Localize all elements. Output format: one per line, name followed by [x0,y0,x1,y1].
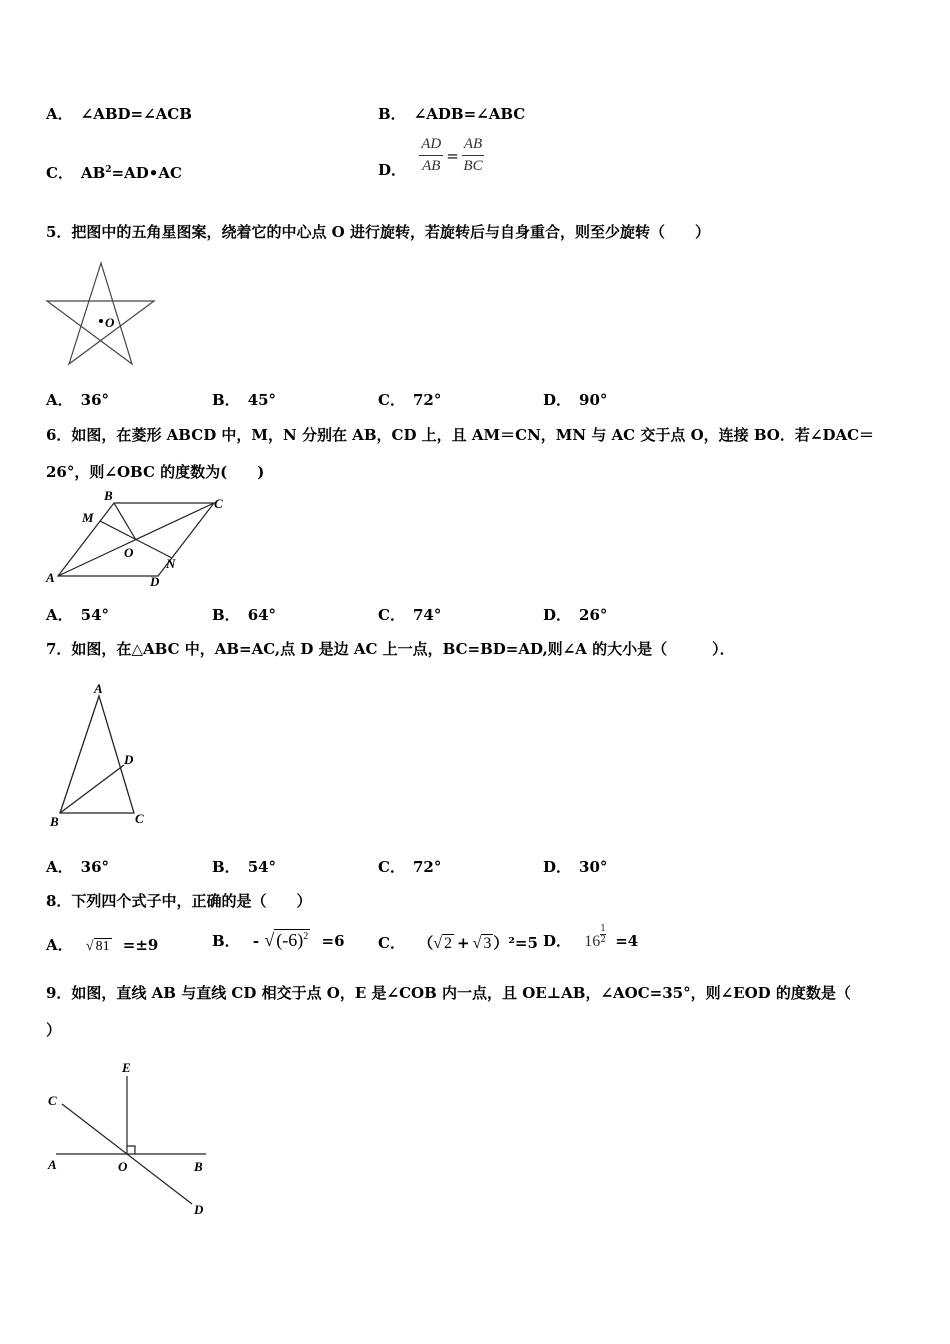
power-base: 16 [584,933,601,950]
option-text: 74° [412,606,442,624]
open-paren: （ [418,934,434,952]
q5-star-figure [44,260,158,368]
point-label-a: A [94,681,103,696]
q5-stem: 5．把图中的五角星图案，绕着它的中心点 O 进行旋转，若旋转后与自身重合，则至少旋转（ ） [46,223,710,241]
q7-option-d [543,856,607,877]
point-label-m: M [82,510,94,525]
option-text: 36° [80,858,110,876]
point-label-a: A [46,570,55,585]
fraction-denominator: BC [463,158,483,174]
power-exponent [600,924,606,945]
q7-option-c [378,856,441,877]
point-label-c: C [48,1093,57,1108]
close-paren: ） [493,934,509,952]
option-label: C． [46,164,73,182]
q5-option-a [46,389,109,410]
right-angle-mark [127,1146,135,1154]
point-label-o: O [105,315,115,330]
sqrt-expression: √ 81 [85,939,110,954]
option-label: C． [378,391,405,409]
q6-option-d [543,604,607,625]
plus-sign: + [456,934,470,952]
point-label-d: D [124,752,134,767]
radicand [274,929,310,950]
q7-option-b [212,856,276,877]
point-label-b: B [50,814,59,829]
point-label-n: N [166,556,176,571]
q7-stem: 7．如图，在△ABC 中，AB=AC,点 D 是边 AC 上一点，BC=BD=AD,则∠A 的大小是（ ）． [46,640,735,658]
point-label-c: C [214,496,223,511]
option-label: D． [543,858,572,876]
option-text: =4 [615,932,639,950]
point-label-d: D [150,574,160,589]
q8-option-a [46,934,158,955]
fraction-numerator: AB [462,136,484,156]
q5-option-b [212,389,276,410]
exponent-numerator: 1 [600,924,606,934]
q6-stem-line2: 26°，则∠OBC 的度数为( ) [46,463,265,481]
fraction-ab-bc [462,136,484,175]
option-label: A． [46,858,73,876]
option-text: 64° [247,606,277,624]
q4-option-c [46,162,182,183]
radicand: 2 [443,935,452,952]
option-text: ∠ADB=∠ABC [413,105,526,123]
option-text-sup: 2 [105,165,112,175]
option-text: 36° [80,391,110,409]
option-text: 54° [247,858,277,876]
q6-option-c [378,604,441,625]
q6-option-a [46,604,109,625]
exponent-denominator: 2 [600,935,606,945]
option-label: A． [46,391,73,409]
q5-option-c [378,389,441,410]
option-label: A． [46,606,73,624]
option-text: ²=5 [508,934,538,952]
option-label: B． [212,858,240,876]
option-label: C． [378,858,405,876]
center-point [99,319,103,323]
point-label-b: B [104,488,113,503]
q7-option-a [46,856,109,877]
radicand-exponent: 2 [303,931,309,942]
point-label-b: B [194,1159,203,1174]
option-text: 72° [412,858,442,876]
q8-option-b [212,930,345,951]
option-text: 45° [247,391,277,409]
option-label: B． [212,391,240,409]
fraction-numerator: AD [419,136,443,156]
option-label: D． [543,391,572,409]
point-label-c: C [135,811,144,826]
option-text: =6 [321,932,345,950]
q4-option-b [378,103,525,124]
option-text: 72° [412,391,442,409]
option-text-pre: AB [80,164,106,182]
option-label: A． [46,105,73,123]
sqrt-expression: √ $(-6)^2$ [264,930,309,950]
option-label: B． [212,606,240,624]
q8-option-d [543,924,639,951]
q7-triangle-figure [44,680,154,830]
option-label: B． [378,105,406,123]
radicand: 81 [95,939,110,954]
segment-bd [60,765,124,813]
option-text: =±9 [122,936,159,954]
option-label: D． [543,606,572,624]
q8-stem: 8．下列四个式子中，正确的是（ ） [46,892,312,910]
point-label-a: A [48,1157,57,1172]
triangle-abc [60,696,134,813]
point-label-o: O [118,1159,128,1174]
option-text-post: =AD•AC [111,164,182,182]
q8-option-c [378,932,538,953]
point-label-o: O [124,545,134,560]
minus-sign: - [252,932,260,950]
sqrt-2: √ 2 [433,935,452,952]
option-text: 90° [579,391,608,409]
option-label: B． [212,932,240,950]
q9-stem-line1: 9．如图，直线 AB 与直线 CD 相交于点 O，E 是∠COB 内一点，且 OE⊥AB，∠AOC=35°，则∠EOD 的度数是（ [46,984,851,1002]
option-label: A． [46,936,73,954]
sqrt-3: √ 3 [472,935,492,952]
option-text: 30° [579,858,608,876]
option-label: C． [378,606,405,624]
option-text: 26° [579,606,608,624]
option-label: D． [543,932,572,950]
star-outline [47,263,154,364]
point-label-d: D [194,1202,204,1217]
option-text: ∠ABD=∠ACB [80,105,192,123]
option-text: 54° [80,606,110,624]
equals-sign: = [446,146,459,165]
q6-stem-line1: 6．如图，在菱形 ABCD 中，M，N 分别在 AB，CD 上，且 AM＝CN，MN 与 AC 交于点 O，连接 BO．若∠DAC＝ [46,426,875,444]
option-label: C． [378,934,405,952]
fraction-ad-ab [419,136,443,175]
radicand: 3 [483,935,492,952]
fraction-denominator: AB [422,158,441,174]
q6-rhombus-figure [42,488,232,590]
q4-option-a [46,103,192,124]
q5-option-d [543,389,607,410]
q9-stem-line2: ） [46,1021,62,1039]
q6-option-b [212,604,276,625]
radicand-base: (-6) [276,930,304,950]
point-label-e: E [122,1060,131,1075]
q9-lines-figure [42,1058,222,1220]
q4-option-d [378,136,484,179]
option-label: D． [378,161,407,179]
